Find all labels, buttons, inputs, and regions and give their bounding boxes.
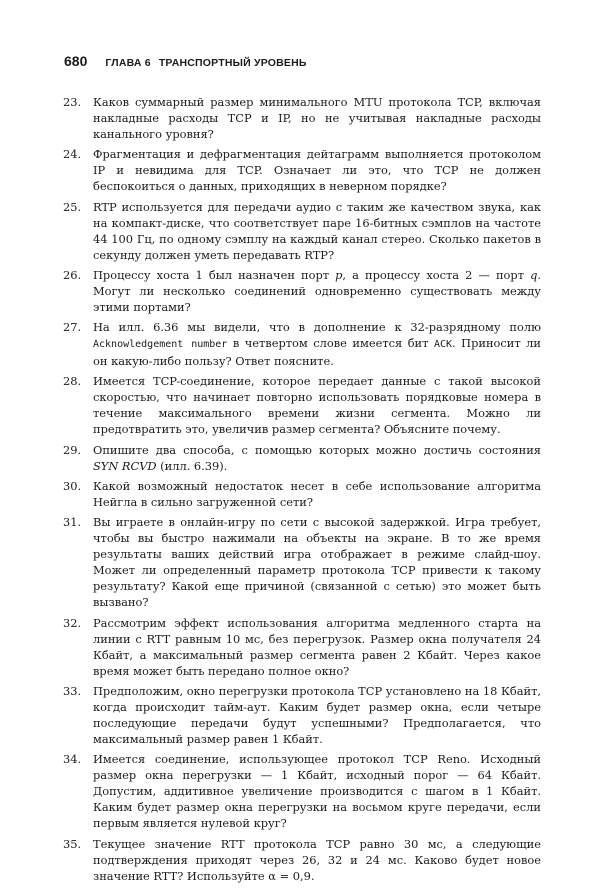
state-name: SYN RCVD bbox=[93, 458, 157, 473]
exercise-text: Имеется соединение, использующее протокол TCP Reno. Исходный размер окна перегрузки — 1 Кбайт, исходный порог — 64 Кбайт. Допустим, аддитивное увеличение производится с шагом в 1 Кбайт. Каким будет размер окна перегрузки на восьмом круге передачи, если первым является нулевой круг? bbox=[93, 752, 541, 831]
exercise-item bbox=[63, 199, 541, 263]
exercise-item bbox=[63, 442, 541, 474]
code-field-name: Acknowledgement number bbox=[93, 339, 228, 351]
exercise-list bbox=[63, 94, 541, 888]
exercise-number: 26. bbox=[63, 267, 82, 282]
exercise-text: Предположим, окно перегрузки протокола TCP установлено на 18 Кбайт, когда происходит тайм-аут. Каким будет размер окна, если четыре последующие передачи будут успешными? Предполагается, что максимальный размер равен 1 Кбайт. bbox=[93, 683, 541, 746]
text-part: . Могут ли несколько соединений одновременно существовать между этими портами? bbox=[93, 267, 541, 314]
exercise-number: 25. bbox=[63, 199, 82, 214]
exercise-number: 33. bbox=[63, 683, 82, 698]
exercise-item bbox=[63, 514, 541, 610]
exercise-number: 32. bbox=[63, 615, 82, 630]
exercise-text: RTP используется для передачи аудио с таким же качеством звука, как на компакт-диске, что соответствует паре 16-битных сэмплов на частоте 44 100 Гц, по одному сэмплу на каждый канал стерео. Сколько пакетов в секунду должен уметь передавать RTP? bbox=[93, 199, 541, 262]
text-part: Опишите два способа, с помощью которых можно достичь состояния bbox=[93, 442, 541, 457]
exercise-item bbox=[63, 319, 541, 369]
text-part: . Приносит ли он какую-либо пользу? Ответ поясните. bbox=[93, 336, 541, 369]
exercise-item bbox=[63, 146, 541, 194]
exercise-number: 28. bbox=[63, 374, 82, 389]
text-part: , а процессу хоста 2 — порт bbox=[342, 267, 531, 282]
chapter-label: ГЛАВА 6 bbox=[105, 57, 151, 69]
text-part: в четвертом слове имеется бит bbox=[227, 336, 434, 351]
text-part: Процессу хоста 1 был назначен порт bbox=[93, 267, 336, 282]
exercise-item bbox=[63, 683, 541, 747]
exercise-text: Имеется TCP-соединение, которое передает данные с такой высокой скоростью, что начинает повторно использовать порядковые номера в течение максимального времени жизни сегмента. Можно ли предотвратить это, увеличив размер сегмента? Объясните почему. bbox=[93, 374, 541, 437]
exercise-text: Фрагментация и дефрагментация дейтаграмм выполняется протоколом IP и невидима для TCP. Означает ли это, что TCP не должен беспокоиться о данных, приходящих в неверном порядке? bbox=[93, 147, 541, 194]
exercise-text: Рассмотрим эффект использования алгоритма медленного старта на линии с RTT равным 10 мс, без перегрузок. Размер окна получателя 24 Кбайт, а максимальный размер сегмента равен 2 Кбайт. Через какое время может быть передано полное окно? bbox=[93, 615, 541, 678]
exercise-text bbox=[93, 442, 541, 474]
text-part: (илл. 6.39). bbox=[156, 458, 228, 473]
exercise-item bbox=[63, 751, 541, 831]
exercise-number: 24. bbox=[63, 147, 82, 162]
exercise-text: Каков суммарный размер минимального MTU протокола TCP, включая накладные расходы TCP и IP, но не учитывая накладные расходы канального уровня? bbox=[93, 95, 541, 141]
exercise-number: 34. bbox=[63, 752, 82, 767]
exercise-number: 30. bbox=[63, 479, 82, 494]
exercise-item bbox=[63, 836, 541, 884]
exercise-text bbox=[93, 267, 541, 315]
exercise-item bbox=[63, 94, 541, 142]
page-number: 680 bbox=[64, 53, 88, 69]
exercise-number: 23. bbox=[63, 95, 82, 109]
section-title: ТРАНСПОРТНЫЙ УРОВЕНЬ bbox=[158, 57, 307, 69]
exercise-text: Вы играете в онлайн-игру по сети с высокой задержкой. Игра требует, чтобы вы быстро нажимали на объекты на экране. В то же время результаты ваших действий игра отображает в режиме слайд-шоу. Может ли определенный параметр протокола TCP привести к такому результату? Какой еще причиной (связанной с сетью) это может быть вызвано? bbox=[93, 515, 541, 610]
text-part: На илл. 6.36 мы видели, что в дополнение к 32-разрядному полю bbox=[93, 320, 541, 335]
exercise-item bbox=[63, 267, 541, 315]
exercise-item bbox=[63, 615, 541, 679]
port-variable: q bbox=[530, 267, 538, 282]
running-header bbox=[64, 53, 307, 69]
exercise-text: Текущее значение RTT протокола TCP равно 30 мс, а следующие подтверждения приходят через 26, 32 и 24 мс. Каково будет новое значение RTT? Используйте α = 0,9. bbox=[93, 836, 541, 883]
exercise-text: Какой возможный недостаток несет в себе использование алгоритма Нейгла в сильно загруженной сети? bbox=[93, 479, 541, 510]
exercise-item bbox=[63, 373, 541, 437]
exercise-item bbox=[63, 478, 541, 510]
exercise-number: 35. bbox=[63, 836, 82, 851]
exercise-text bbox=[93, 319, 541, 369]
port-variable: p bbox=[335, 267, 343, 282]
exercise-number: 29. bbox=[63, 442, 82, 457]
exercise-number: 31. bbox=[63, 515, 82, 530]
exercise-number: 27. bbox=[63, 320, 82, 335]
code-bit-name: ACK bbox=[433, 339, 453, 351]
